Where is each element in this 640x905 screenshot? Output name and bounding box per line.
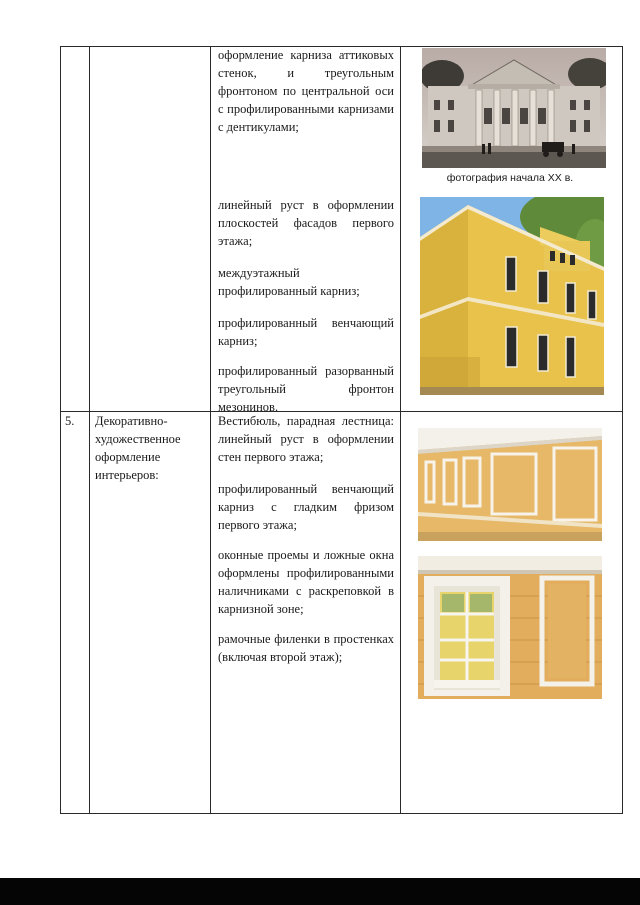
paragraph: профилированный венчающий карниз; bbox=[218, 316, 394, 348]
paragraph: оконные проемы и ложные окна оформлены профилированными наличниками с раскреповкой в карнизной зоне; bbox=[218, 548, 394, 616]
interior-text-2 bbox=[218, 480, 394, 534]
facade-text-4 bbox=[218, 314, 394, 350]
row-subject: Декоративно-художественное оформление интерьеров: bbox=[95, 414, 181, 482]
paragraph: оформление карниза аттиковых стенок, и треугольным фронтоном по центральной оси с профилированными карнизами с дентикулами; bbox=[218, 48, 394, 134]
row-number: 5. bbox=[65, 414, 75, 428]
table-border-bottom bbox=[60, 813, 623, 814]
interior-window-photo bbox=[418, 556, 602, 699]
interior-text-3 bbox=[218, 546, 394, 618]
interior-wall-panels-photo bbox=[418, 428, 602, 541]
facade-text-2 bbox=[218, 196, 394, 250]
table-border-left bbox=[60, 46, 61, 814]
table-border-right bbox=[622, 46, 623, 814]
facade-text-1 bbox=[218, 46, 394, 136]
yellow-facade-photo bbox=[420, 197, 604, 395]
table-border-col3 bbox=[400, 46, 401, 814]
interior-text-4 bbox=[218, 630, 394, 666]
table-border-col1 bbox=[89, 46, 90, 814]
paragraph: линейный руст в оформлении плоскостей фасадов первого этажа; bbox=[218, 198, 394, 248]
historic-building-photo bbox=[422, 48, 606, 168]
paragraph: рамочные филенки в простенках (включая второй этаж); bbox=[218, 632, 394, 664]
paragraph: Вестибюль, парадная лестница: линейный руст в оформлении стен первого этажа; bbox=[218, 414, 394, 464]
photo-caption: фотография начала XX в. bbox=[446, 172, 574, 184]
paragraph: междуэтажный профилированный карниз; bbox=[218, 266, 360, 298]
paragraph: профилированный венчающий карниз с гладким фризом первого этажа; bbox=[218, 482, 394, 532]
table-border-col2 bbox=[210, 46, 211, 814]
facade-text-3 bbox=[218, 264, 394, 300]
paragraph: профилированный разорванный треугольный фронтон мезонинов. bbox=[218, 364, 394, 414]
interior-text-1 bbox=[218, 412, 394, 466]
facade-text-5 bbox=[218, 362, 394, 416]
scan-bottom-edge bbox=[0, 878, 640, 905]
